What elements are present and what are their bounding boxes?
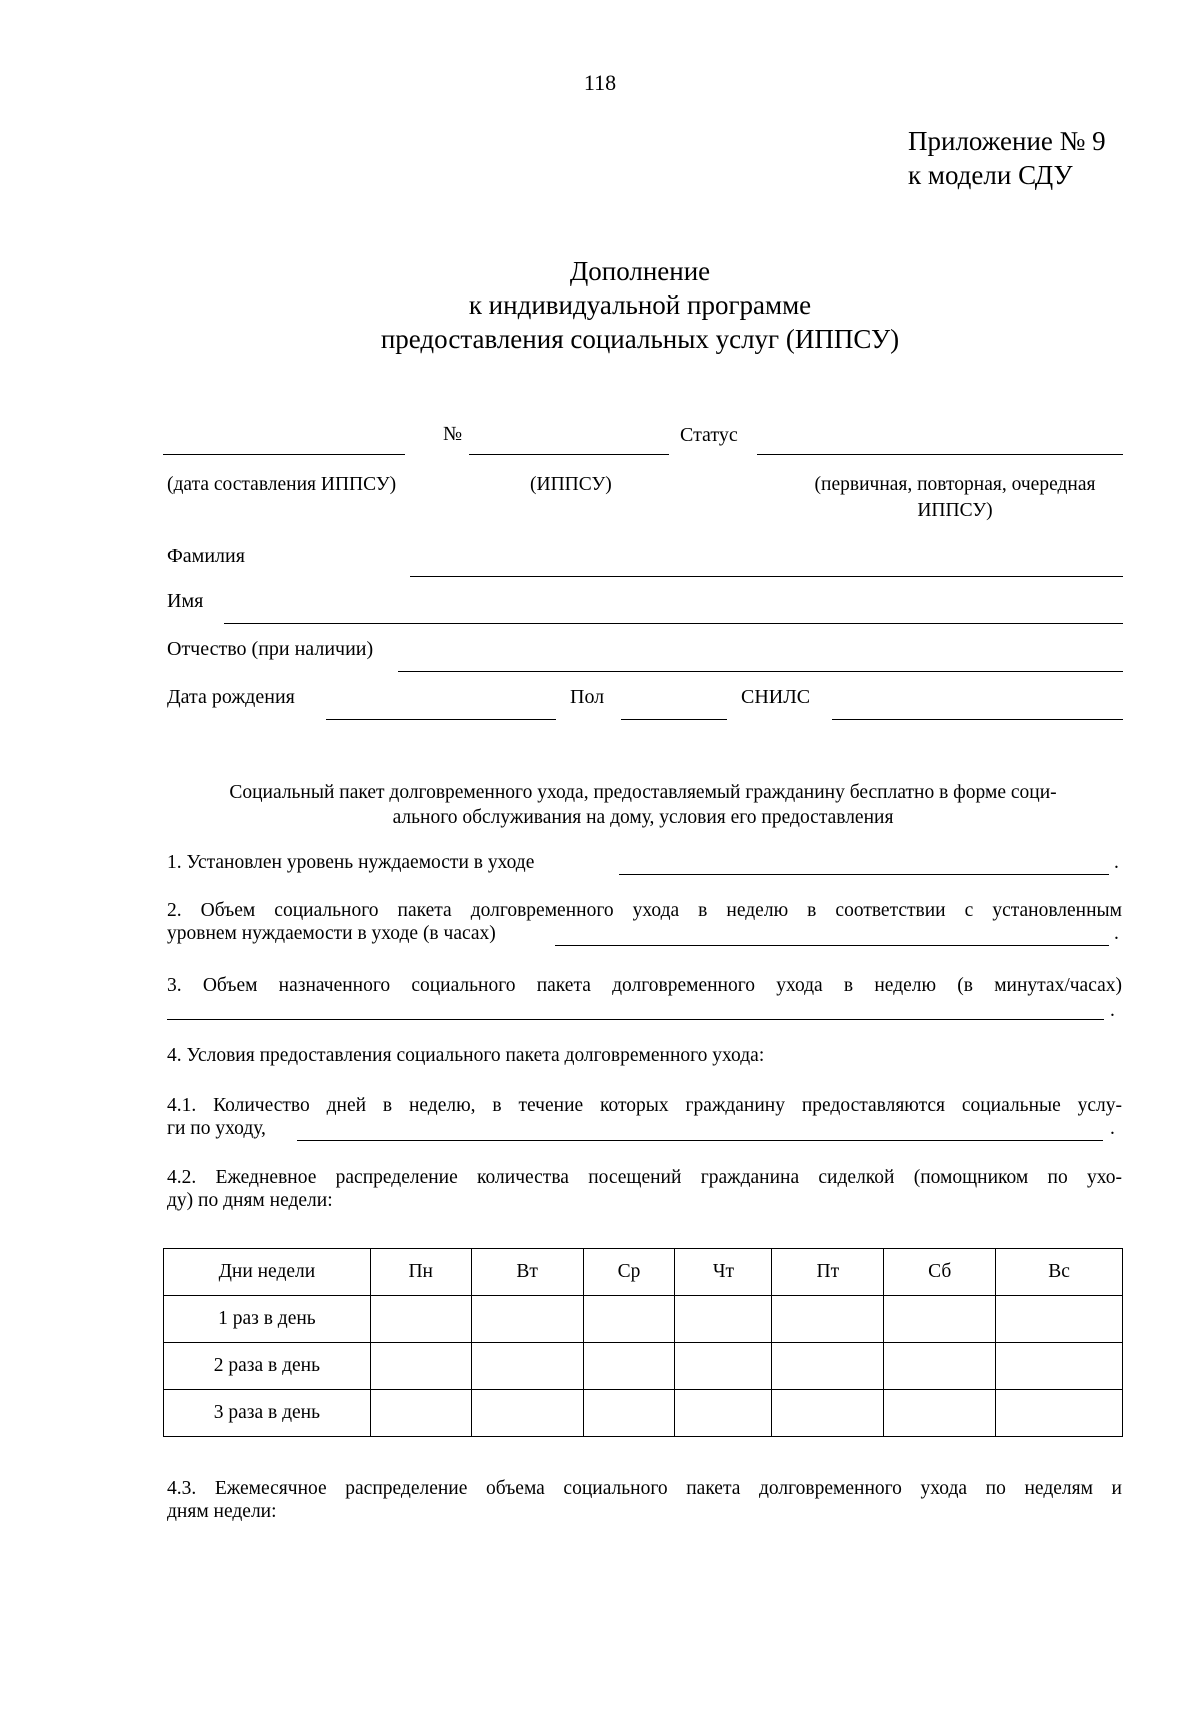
status-caption-line-1: (первичная, повторная, очередная: [814, 474, 1096, 495]
section-heading-line-1: Социальный пакет долговременного ухода, предоставляемый гражданину бесплатно в форме соци-: [229, 782, 1057, 803]
table-cell[interactable]: [996, 1296, 1123, 1343]
title-line-3: предоставления социальных услуг (ИППСУ): [380, 324, 900, 354]
sex-field-line[interactable]: [621, 719, 727, 720]
status-caption-line-2: ИППСУ): [917, 500, 993, 521]
section-heading: [163, 780, 1123, 830]
item-2-line-2: уровнем нуждаемости в уходе (в часах): [167, 923, 496, 944]
item-3-field-line[interactable]: [167, 1019, 1104, 1020]
table-header-tue: Вт: [471, 1249, 583, 1296]
item-4-2-line-2: ду) по дням недели:: [167, 1190, 333, 1211]
item-2-line-1: 2. Объем социального пакета долговременного ухода в неделю в соответствии с установленным: [167, 900, 1122, 921]
table-cell[interactable]: [884, 1343, 996, 1390]
appendix-note: [908, 124, 1106, 192]
status-caption: [760, 472, 1150, 524]
table-cell[interactable]: [370, 1343, 471, 1390]
table-header-sat: Сб: [884, 1249, 996, 1296]
table-row: [164, 1343, 1123, 1390]
row-label: 3 раза в день: [164, 1390, 371, 1437]
date-caption: (дата составления ИППСУ): [167, 474, 397, 495]
item-4-1-period: .: [1110, 1118, 1115, 1139]
patronymic-field-line[interactable]: [398, 671, 1123, 672]
table-cell[interactable]: [370, 1296, 471, 1343]
table-cell[interactable]: [471, 1296, 583, 1343]
item-2-period: .: [1114, 923, 1119, 944]
item-3-period: .: [1110, 1000, 1115, 1021]
table-cell[interactable]: [884, 1390, 996, 1437]
table-header-mon: Пн: [370, 1249, 471, 1296]
item-4-3-line-1: 4.3. Ежемесячное распределение объема социального пакета долговременного ухода по неделям и: [167, 1478, 1122, 1499]
item-4-1-line-1: 4.1. Количество дней в неделю, в течение которых гражданину предоставляются социальные услу-: [167, 1095, 1122, 1116]
table-cell[interactable]: [996, 1390, 1123, 1437]
ippsu-number-field-line[interactable]: [469, 454, 669, 455]
snils-label: СНИЛС: [741, 686, 811, 708]
item-3-text: 3. Объем назначенного социального пакета долговременного ухода в неделю (в минутах/часах): [167, 975, 1122, 996]
table-cell[interactable]: [675, 1343, 772, 1390]
ippsu-caption: (ИППСУ): [530, 474, 612, 495]
table-cell[interactable]: [772, 1296, 884, 1343]
date-field-line[interactable]: [163, 454, 405, 455]
table-cell[interactable]: [370, 1390, 471, 1437]
table-cell[interactable]: [471, 1390, 583, 1437]
table-cell[interactable]: [471, 1343, 583, 1390]
table-cell[interactable]: [675, 1390, 772, 1437]
item-4-3-line-2: дням недели:: [167, 1501, 277, 1522]
birthdate-label: Дата рождения: [167, 686, 295, 708]
table-row: [164, 1390, 1123, 1437]
table-cell[interactable]: [583, 1390, 675, 1437]
snils-field-line[interactable]: [832, 719, 1123, 720]
item-1-field-line[interactable]: [619, 874, 1109, 875]
weekly-visits-table: [163, 1248, 1123, 1437]
name-label: Имя: [167, 590, 204, 612]
table-cell[interactable]: [675, 1296, 772, 1343]
table-header-thu: Чт: [675, 1249, 772, 1296]
table-row: [164, 1296, 1123, 1343]
title-line-2: к индивидуальной программе: [468, 290, 812, 320]
section-heading-line-2: ального обслуживания на дому, условия его предоставления: [392, 807, 894, 828]
document-title: [0, 254, 1200, 356]
status-field-line[interactable]: [757, 454, 1123, 455]
table-header-days: Дни недели: [164, 1249, 371, 1296]
item-4-2-line-1: 4.2. Ежедневное распределение количества посещений гражданина сиделкой (помощником по ухо-: [167, 1167, 1122, 1188]
birthdate-field-line[interactable]: [326, 719, 556, 720]
row-label: 1 раз в день: [164, 1296, 371, 1343]
name-field-line[interactable]: [224, 623, 1123, 624]
item-4-1-field-line[interactable]: [297, 1140, 1103, 1141]
table-header-row: [164, 1249, 1123, 1296]
table-header-fri: Пт: [772, 1249, 884, 1296]
table-cell[interactable]: [772, 1343, 884, 1390]
patronymic-label: Отчество (при наличии): [167, 638, 374, 660]
table-cell[interactable]: [583, 1343, 675, 1390]
item-1-text: 1. Установлен уровень нуждаемости в уходе: [167, 852, 535, 873]
item-2-field-line[interactable]: [555, 945, 1109, 946]
number-label: №: [443, 423, 463, 445]
status-label: Статус: [680, 424, 738, 446]
title-line-1: Дополнение: [569, 256, 711, 286]
row-label: 2 раза в день: [164, 1343, 371, 1390]
appendix-line-1: Приложение № 9: [908, 126, 1106, 156]
page-number: 118: [583, 70, 617, 95]
item-4-1-line-2: ги по уходу,: [167, 1118, 266, 1139]
table-header-wed: Ср: [583, 1249, 675, 1296]
item-4-text: 4. Условия предоставления социального пакета долговременного ухода:: [167, 1045, 765, 1066]
table-cell[interactable]: [772, 1390, 884, 1437]
appendix-line-2: к модели СДУ: [908, 160, 1073, 190]
sex-label: Пол: [570, 686, 605, 708]
table-header-sun: Вс: [996, 1249, 1123, 1296]
surname-field-line[interactable]: [410, 576, 1123, 577]
table-cell[interactable]: [884, 1296, 996, 1343]
item-1-period: .: [1114, 852, 1119, 873]
table-cell[interactable]: [996, 1343, 1123, 1390]
table-cell[interactable]: [583, 1296, 675, 1343]
surname-label: Фамилия: [167, 545, 245, 567]
